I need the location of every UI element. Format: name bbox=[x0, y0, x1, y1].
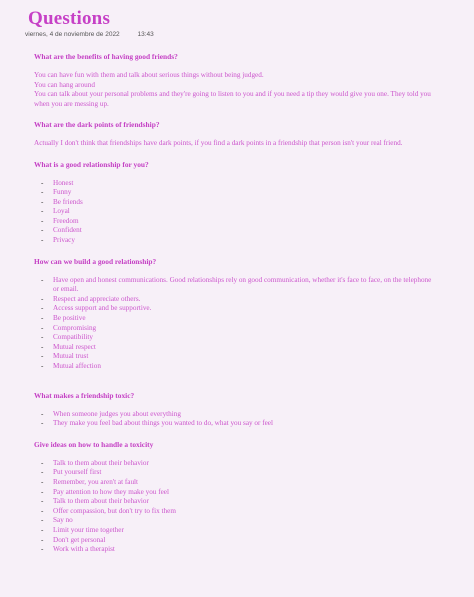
page-time: 13:43 bbox=[137, 31, 154, 38]
list-item: - Say no bbox=[34, 516, 439, 526]
list-item: - Don't get personal bbox=[34, 536, 439, 546]
list-item: - Mutual affection bbox=[34, 362, 439, 372]
question-heading: Give ideas on how to handle a toxicity bbox=[34, 439, 154, 449]
list-item: - Access support and be supportive. bbox=[34, 304, 439, 314]
list-item: - Offer compassion, but don't try to fix them bbox=[34, 507, 439, 517]
answer-paragraph: You can talk about your personal problems and they're going to listen to you and if you need a tip they would give you one. They told you when you are messing up. bbox=[34, 90, 431, 108]
page-title: Questions bbox=[28, 8, 111, 29]
list-item: - Put yourself first bbox=[34, 468, 439, 478]
question-heading: How can we build a good relationship? bbox=[34, 256, 157, 266]
list-item: - When someone judges you about everything bbox=[34, 410, 439, 420]
answer-paragraph: You can hang around bbox=[34, 80, 95, 89]
list-item: - Funny bbox=[34, 188, 439, 198]
list-item: - Work with a therapist bbox=[34, 545, 439, 555]
list-item: - Be positive bbox=[34, 314, 439, 324]
list-item: - Mutual respect bbox=[34, 343, 439, 353]
list-item: - Freedom bbox=[34, 217, 439, 227]
list-item: - Talk to them about their behavior bbox=[34, 497, 439, 507]
question-heading: What are the dark points of friendship? bbox=[34, 120, 160, 129]
list-item: - Remember, you aren't at fault bbox=[34, 478, 439, 488]
question-heading: What makes a friendship toxic? bbox=[34, 390, 135, 400]
note-content bbox=[34, 52, 439, 555]
list-item: - Limit your time together bbox=[34, 526, 439, 536]
question-heading: What are the benefits of having good friends? bbox=[34, 52, 178, 61]
list-item: - Confident bbox=[34, 226, 439, 236]
question-heading: What is a good relationship for you? bbox=[34, 159, 149, 169]
list-item: - Talk to them about their behavior bbox=[34, 459, 439, 469]
page-date: viernes, 4 de noviembre de 2022 bbox=[25, 31, 120, 38]
answer-paragraph: You can have fun with them and talk about serious things without being judged. bbox=[34, 71, 264, 79]
list-item: - Be friends bbox=[34, 198, 439, 208]
list-item: - Respect and appreciate others. bbox=[34, 295, 439, 305]
answer-list bbox=[34, 410, 439, 429]
list-item: - Have open and honest communications. Good relationships rely on good communication, whether it's face to face, on the telephone or email. bbox=[34, 276, 439, 295]
page-timestamp bbox=[25, 31, 154, 38]
answer-list bbox=[34, 459, 439, 555]
list-item: - Mutual trust bbox=[34, 352, 439, 362]
list-item: - Loyal bbox=[34, 207, 439, 217]
list-item: - Privacy bbox=[34, 236, 439, 246]
list-item: - Compatibility bbox=[34, 333, 439, 343]
list-item: - Pay attention to how they make you feel bbox=[34, 488, 439, 498]
answer-list bbox=[34, 276, 439, 372]
list-item: - Honest bbox=[34, 179, 439, 189]
list-item: - They make you feel bad about things you wanted to do, what you say or feel bbox=[34, 419, 439, 429]
answer-list bbox=[34, 179, 439, 246]
list-item: - Compromising bbox=[34, 324, 439, 334]
answer-paragraph: Actually I don't think that friendships have dark points, if you find a dark points in a friendship that person isn't your real friend. bbox=[34, 139, 403, 147]
